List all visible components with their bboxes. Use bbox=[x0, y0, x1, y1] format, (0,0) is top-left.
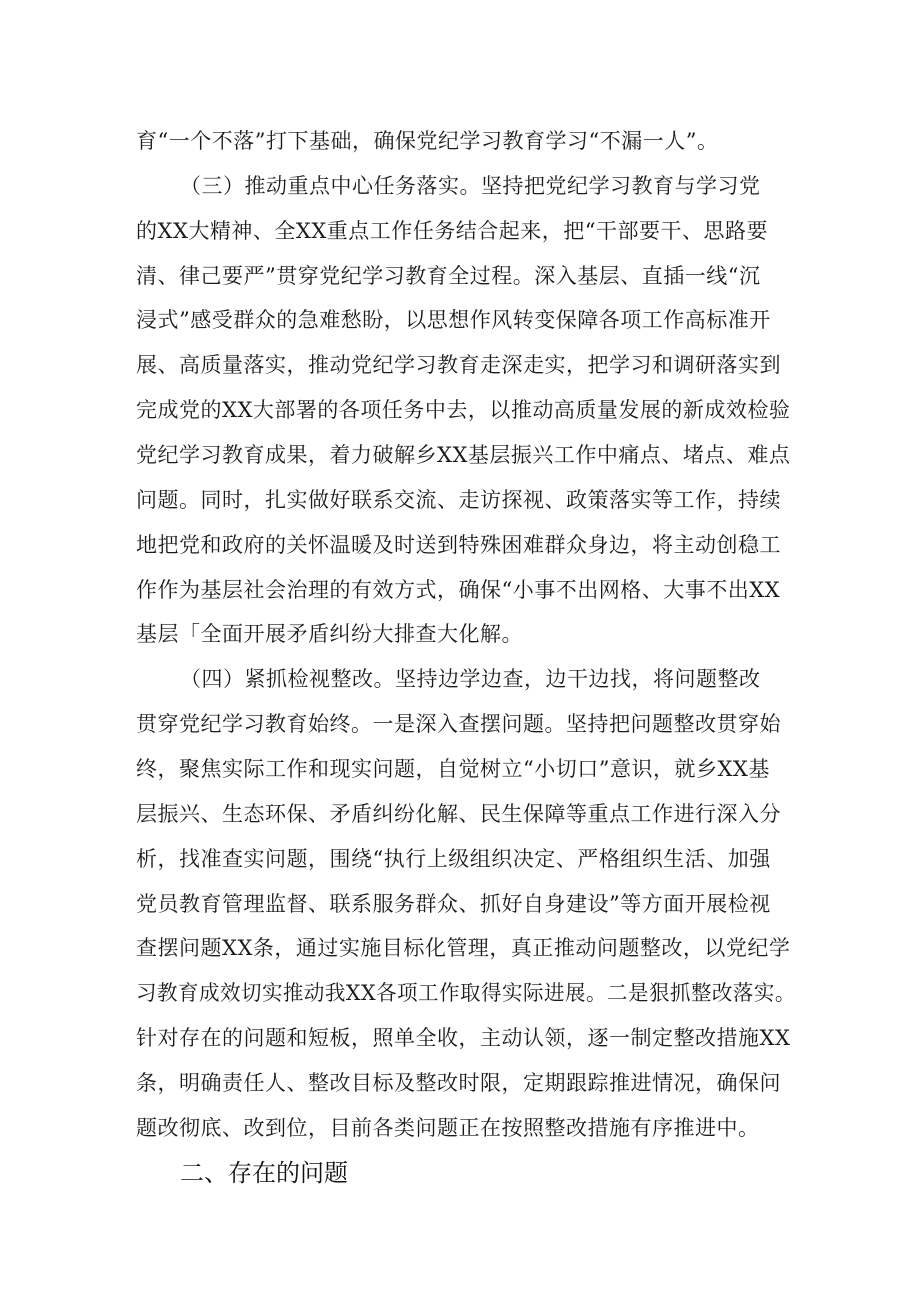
paragraph-line: 清、律己要严”贯穿党纪学习教育全过程。深入基层、直插一线“沉 bbox=[136, 264, 761, 288]
paragraph-line: 完成党的XX大部署的各项任务中去，以推动高质量发展的新成效检验 bbox=[136, 398, 791, 422]
paragraph-line: 析，找准查实问题，围绕“执行上级组织决定、严格组织生活、加强 bbox=[136, 847, 771, 871]
paragraph-line: 地把党和政府的关怀温暖及时送到特殊困难群众身边，将主动创稳工 bbox=[136, 533, 781, 557]
paragraph-line: 层振兴、生态环保、矛盾纠纷化解、民生保障等重点工作进行深入分 bbox=[136, 802, 781, 826]
paragraph-line: 题改彻底、改到位，目前各类问题正在按照整改措施有序推进中。 bbox=[136, 1116, 760, 1140]
paragraph-line: 终，聚焦实际工作和现实问题，自觉树立“小切口”意识，就乡XX基 bbox=[136, 757, 770, 781]
paragraph-line: 作作为基层社会治理的有效方式，确保“小事不出网格、大事不出XX bbox=[136, 578, 781, 602]
paragraph-line: 针对存在的问题和短板，照单全收，主动认领，逐一制定整改措施XX bbox=[136, 1026, 791, 1050]
paragraph-line: （三）推动重点中心任务落实。坚持把党纪学习教育与学习党 bbox=[180, 174, 761, 198]
paragraph-line: 习教育成效切实推动我XX各项工作取得实际进展。二是狠抓整改落实。 bbox=[136, 981, 796, 1005]
paragraph-line: 的XX大精神、全XX重点工作任务结合起来，把“干部要干、思路要 bbox=[136, 219, 769, 243]
paragraph-line: 基层「全面开展矛盾纠纷大排查大化解。 bbox=[136, 622, 523, 646]
paragraph-line: 问题。同时，扎实做好联系交流、走访探视、政策落实等工作，持续 bbox=[136, 488, 781, 512]
paragraph-line: 贯穿党纪学习教育始终。一是深入查摆问题。坚持把问题整改贯穿始 bbox=[136, 712, 781, 736]
paragraph-line: 条，明确责任人、整改目标及整改时限，定期跟踪推进情况，确保问 bbox=[136, 1071, 781, 1095]
paragraph-line: 育“一个不落”打下基础，确保党纪学习教育学习“不漏一人”。 bbox=[136, 129, 719, 153]
paragraph-line: 查摆问题XX条，通过实施目标化管理，真正推动问题整改，以党纪学 bbox=[136, 936, 791, 960]
paragraph-line: （四）紧抓检视整改。坚持边学边查，边干边找，将问题整改 bbox=[180, 667, 761, 691]
paragraph-line: 展、高质量落实，推动党纪学习教育走深走实，把学习和调研落实到 bbox=[136, 353, 781, 377]
paragraph-line: 党纪学习教育成果，着力破解乡XX基层振兴工作中痛点、堵点、难点 bbox=[136, 443, 791, 467]
paragraph-line: 浸式”感受群众的急难愁盼，以思想作风转变保障各项工作高标准开 bbox=[136, 308, 771, 332]
section-heading: 二、存在的问题 bbox=[180, 1159, 348, 1187]
paragraph-line: 党员教育管理监督、联系服务群众、抓好自身建设”等方面开展检视 bbox=[136, 892, 771, 916]
